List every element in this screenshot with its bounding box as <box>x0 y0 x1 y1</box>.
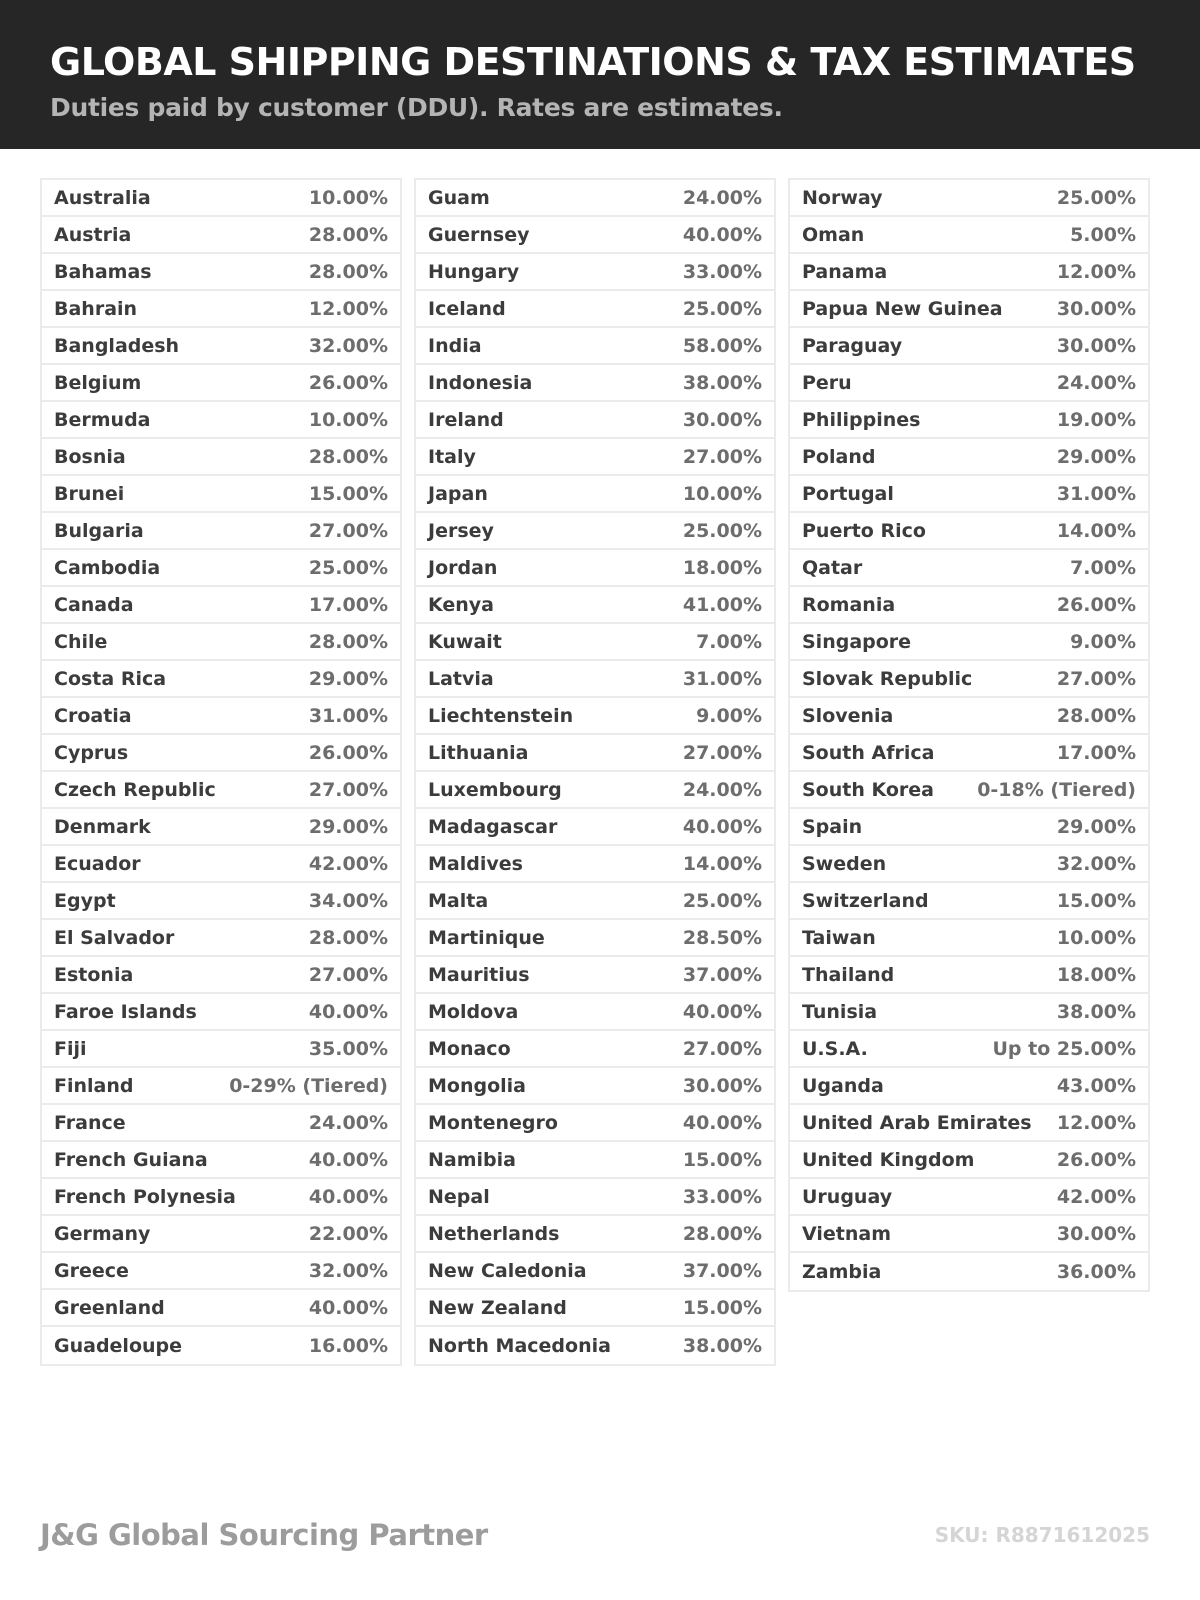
country-row <box>790 735 1148 772</box>
country-name: Philippines <box>802 408 921 431</box>
tax-rate-value: 40.00% <box>682 815 762 838</box>
tax-rate-value: 27.00% <box>308 963 388 986</box>
country-name: Poland <box>802 445 876 468</box>
tax-rate-value: 27.00% <box>1056 667 1136 690</box>
country-row <box>416 957 774 994</box>
country-name: Bangladesh <box>54 334 180 357</box>
country-name: Romania <box>802 593 896 616</box>
country-row <box>42 254 400 291</box>
tax-rate-value: 27.00% <box>682 741 762 764</box>
tax-rate-value: 42.00% <box>1056 1185 1136 1208</box>
country-row <box>790 513 1148 550</box>
country-row <box>42 883 400 920</box>
country-row <box>42 920 400 957</box>
country-row <box>42 1105 400 1142</box>
country-name: Uganda <box>802 1074 884 1097</box>
page-header <box>0 0 1200 149</box>
country-row <box>416 661 774 698</box>
country-row <box>42 957 400 994</box>
country-row <box>790 1253 1148 1290</box>
tax-rate-value: 58.00% <box>682 334 762 357</box>
country-row <box>790 1179 1148 1216</box>
country-name: Hungary <box>428 260 520 283</box>
country-row <box>416 772 774 809</box>
tax-rate-value: 30.00% <box>682 408 762 431</box>
tax-rate-value: 28.00% <box>308 445 388 468</box>
tax-rate-value: 27.00% <box>682 1037 762 1060</box>
country-row <box>42 217 400 254</box>
country-row <box>790 994 1148 1031</box>
tax-rate-value: 12.00% <box>308 297 388 320</box>
country-name: Namibia <box>428 1148 516 1171</box>
tax-rate-value: 24.00% <box>308 1111 388 1134</box>
rate-column-1 <box>40 178 402 1366</box>
country-name: Brunei <box>54 482 125 505</box>
country-name: Liechtenstein <box>428 704 574 727</box>
country-row <box>416 994 774 1031</box>
country-row <box>790 254 1148 291</box>
tax-rate-value: 0-29% (Tiered) <box>229 1074 388 1097</box>
country-row <box>42 550 400 587</box>
country-row <box>42 994 400 1031</box>
country-row <box>790 920 1148 957</box>
tax-rate-value: 43.00% <box>1056 1074 1136 1097</box>
country-name: Malta <box>428 889 489 912</box>
country-row <box>42 624 400 661</box>
tax-rate-value: 24.00% <box>682 186 762 209</box>
tax-rate-value: 26.00% <box>1056 593 1136 616</box>
country-name: Kuwait <box>428 630 502 653</box>
country-name: Canada <box>54 593 134 616</box>
tax-rate-value: 17.00% <box>308 593 388 616</box>
tax-rate-value: 29.00% <box>308 667 388 690</box>
country-row <box>416 328 774 365</box>
country-name: Uruguay <box>802 1185 893 1208</box>
country-row <box>416 698 774 735</box>
country-row <box>416 1031 774 1068</box>
tax-rate-value: 17.00% <box>1056 741 1136 764</box>
country-row <box>790 809 1148 846</box>
country-name: Moldova <box>428 1000 519 1023</box>
tax-rate-value: 24.00% <box>682 778 762 801</box>
country-row <box>416 1068 774 1105</box>
tax-rate-value: 28.00% <box>682 1222 762 1245</box>
country-row <box>416 365 774 402</box>
country-name: India <box>428 334 482 357</box>
tax-rate-value: 25.00% <box>682 297 762 320</box>
tax-rate-value: 32.00% <box>308 334 388 357</box>
country-row <box>790 439 1148 476</box>
country-row <box>416 1290 774 1327</box>
country-row <box>790 698 1148 735</box>
country-name: Guernsey <box>428 223 530 246</box>
country-name: Mongolia <box>428 1074 526 1097</box>
country-row <box>790 1105 1148 1142</box>
tax-rate-value: 15.00% <box>308 482 388 505</box>
brand-name: J&G Global Sourcing Partner <box>40 1518 488 1552</box>
country-row <box>416 254 774 291</box>
country-row <box>416 1179 774 1216</box>
country-name: French Polynesia <box>54 1185 236 1208</box>
country-name: Ecuador <box>54 852 141 875</box>
tax-rate-value: 19.00% <box>1056 408 1136 431</box>
country-row <box>416 624 774 661</box>
tax-rate-value: 15.00% <box>682 1296 762 1319</box>
country-row <box>42 180 400 217</box>
tax-rate-value: 26.00% <box>308 741 388 764</box>
tax-rate-value: 28.00% <box>308 223 388 246</box>
country-name: Kenya <box>428 593 495 616</box>
country-name: New Caledonia <box>428 1259 587 1282</box>
tax-rate-value: 38.00% <box>682 1334 762 1357</box>
tax-rate-value: 32.00% <box>308 1259 388 1282</box>
tax-rate-value: 25.00% <box>308 556 388 579</box>
tax-rate-value: 9.00% <box>1070 630 1136 653</box>
country-row <box>416 1327 774 1364</box>
country-name: Taiwan <box>802 926 876 949</box>
country-name: Bahamas <box>54 260 152 283</box>
country-name: Italy <box>428 445 476 468</box>
country-name: Fiji <box>54 1037 87 1060</box>
tax-rate-value: 24.00% <box>1056 371 1136 394</box>
country-row <box>790 957 1148 994</box>
country-row <box>416 735 774 772</box>
country-name: Mauritius <box>428 963 530 986</box>
country-name: Cambodia <box>54 556 161 579</box>
tax-rate-value: 30.00% <box>1056 334 1136 357</box>
country-name: Slovak Republic <box>802 667 973 690</box>
country-row <box>42 291 400 328</box>
country-name: U.S.A. <box>802 1037 868 1060</box>
tax-rate-value: 40.00% <box>682 1111 762 1134</box>
tax-rate-value: 7.00% <box>696 630 762 653</box>
country-row <box>790 587 1148 624</box>
tax-rate-value: 36.00% <box>1056 1260 1136 1283</box>
rates-table <box>40 178 1150 1366</box>
country-row <box>42 1142 400 1179</box>
country-row <box>42 328 400 365</box>
tax-rate-value: 28.00% <box>308 260 388 283</box>
country-name: Bahrain <box>54 297 138 320</box>
country-name: Estonia <box>54 963 134 986</box>
country-row <box>42 772 400 809</box>
country-row <box>416 439 774 476</box>
tax-rate-value: 29.00% <box>308 815 388 838</box>
tax-rate-value: 18.00% <box>1056 963 1136 986</box>
country-row <box>42 365 400 402</box>
country-row <box>416 809 774 846</box>
country-name: North Macedonia <box>428 1334 611 1357</box>
country-name: Nepal <box>428 1185 490 1208</box>
country-name: Czech Republic <box>54 778 216 801</box>
tax-rate-value: 10.00% <box>308 186 388 209</box>
tax-rate-value: 32.00% <box>1056 852 1136 875</box>
tax-rate-value: 30.00% <box>682 1074 762 1097</box>
tax-rate-value: 7.00% <box>1070 556 1136 579</box>
country-name: Denmark <box>54 815 151 838</box>
tax-rate-value: 25.00% <box>682 519 762 542</box>
tax-rate-value: 34.00% <box>308 889 388 912</box>
country-name: Iceland <box>428 297 506 320</box>
country-row <box>416 513 774 550</box>
tax-rate-value: 28.00% <box>1056 704 1136 727</box>
tax-rate-value: 42.00% <box>308 852 388 875</box>
country-row <box>790 1216 1148 1253</box>
country-name: Indonesia <box>428 371 533 394</box>
country-name: Oman <box>802 223 865 246</box>
country-name: Faroe Islands <box>54 1000 197 1023</box>
tax-rate-value: 5.00% <box>1070 223 1136 246</box>
tax-rate-value: 12.00% <box>1056 260 1136 283</box>
country-name: Portugal <box>802 482 894 505</box>
tax-rate-value: 10.00% <box>682 482 762 505</box>
country-row <box>790 365 1148 402</box>
country-name: Latvia <box>428 667 494 690</box>
country-row <box>790 772 1148 809</box>
country-row <box>416 476 774 513</box>
country-row <box>42 439 400 476</box>
tax-rate-value: 41.00% <box>682 593 762 616</box>
country-name: Norway <box>802 186 883 209</box>
country-name: United Kingdom <box>802 1148 975 1171</box>
country-name: Ireland <box>428 408 504 431</box>
sku-label: SKU: R8871612025 <box>934 1523 1150 1547</box>
country-row <box>416 1253 774 1290</box>
tax-rate-value: 33.00% <box>682 260 762 283</box>
country-row <box>42 698 400 735</box>
country-name: Croatia <box>54 704 132 727</box>
country-row <box>42 1068 400 1105</box>
country-name: Guadeloupe <box>54 1334 183 1357</box>
country-row <box>790 883 1148 920</box>
tax-rate-value: 27.00% <box>682 445 762 468</box>
tax-rate-value: 22.00% <box>308 1222 388 1245</box>
country-row <box>42 661 400 698</box>
country-name: Costa Rica <box>54 667 167 690</box>
country-name: Slovenia <box>802 704 894 727</box>
tax-rate-value: 31.00% <box>1056 482 1136 505</box>
country-name: Monaco <box>428 1037 511 1060</box>
country-name: Jersey <box>428 519 494 542</box>
country-name: Greenland <box>54 1296 165 1319</box>
country-name: Lithuania <box>428 741 529 764</box>
country-row <box>42 1216 400 1253</box>
tax-rate-value: 28.50% <box>682 926 762 949</box>
country-name: Belgium <box>54 371 142 394</box>
tax-rate-value: 0-18% (Tiered) <box>977 778 1136 801</box>
country-name: Bosnia <box>54 445 126 468</box>
tax-rate-value: 29.00% <box>1056 445 1136 468</box>
country-row <box>416 217 774 254</box>
country-name: Jordan <box>428 556 498 579</box>
country-name: South Africa <box>802 741 935 764</box>
country-name: Finland <box>54 1074 134 1097</box>
country-name: United Arab Emirates <box>802 1111 1032 1134</box>
country-row <box>790 624 1148 661</box>
country-row <box>416 291 774 328</box>
country-row <box>416 920 774 957</box>
page-subtitle: Duties paid by customer (DDU). Rates are estimates. <box>50 93 783 122</box>
country-row <box>416 587 774 624</box>
country-row <box>790 476 1148 513</box>
country-name: Sweden <box>802 852 887 875</box>
country-row <box>42 846 400 883</box>
country-name: Cyprus <box>54 741 129 764</box>
tax-rate-value: 25.00% <box>1056 186 1136 209</box>
country-name: El Salvador <box>54 926 175 949</box>
tax-rate-value: 14.00% <box>1056 519 1136 542</box>
country-name: Bermuda <box>54 408 151 431</box>
tax-rate-value: 30.00% <box>1056 1222 1136 1245</box>
tax-rate-value: 16.00% <box>308 1334 388 1357</box>
tax-rate-value: 27.00% <box>308 778 388 801</box>
country-name: France <box>54 1111 126 1134</box>
page-footer <box>40 1518 1150 1552</box>
country-name: South Korea <box>802 778 935 801</box>
tax-rate-value: 28.00% <box>308 926 388 949</box>
country-row <box>416 1216 774 1253</box>
country-row <box>42 513 400 550</box>
tax-rate-value: 38.00% <box>1056 1000 1136 1023</box>
country-name: Australia <box>54 186 151 209</box>
tax-rate-value: 10.00% <box>1056 926 1136 949</box>
country-name: Greece <box>54 1259 129 1282</box>
country-name: Martinique <box>428 926 545 949</box>
country-name: Singapore <box>802 630 912 653</box>
country-row <box>416 846 774 883</box>
tax-rate-value: 40.00% <box>308 1296 388 1319</box>
tax-rate-value: 31.00% <box>682 667 762 690</box>
country-name: Thailand <box>802 963 895 986</box>
country-row <box>416 883 774 920</box>
tax-rate-value: 27.00% <box>308 519 388 542</box>
tax-rate-value: 28.00% <box>308 630 388 653</box>
country-row <box>790 1068 1148 1105</box>
tax-rate-value: 40.00% <box>308 1000 388 1023</box>
tax-rate-value: 40.00% <box>308 1148 388 1171</box>
country-name: Japan <box>428 482 488 505</box>
tax-rate-value: 38.00% <box>682 371 762 394</box>
country-name: Paraguay <box>802 334 903 357</box>
country-name: Netherlands <box>428 1222 560 1245</box>
country-name: Chile <box>54 630 108 653</box>
tax-rate-value: 26.00% <box>308 371 388 394</box>
country-row <box>42 809 400 846</box>
tax-rate-value: 15.00% <box>1056 889 1136 912</box>
country-name: New Zealand <box>428 1296 567 1319</box>
country-name: Papua New Guinea <box>802 297 1003 320</box>
country-name: Luxembourg <box>428 778 562 801</box>
tax-rate-value: 15.00% <box>682 1148 762 1171</box>
country-row <box>790 217 1148 254</box>
country-name: Puerto Rico <box>802 519 926 542</box>
country-row <box>42 735 400 772</box>
tax-rate-value: 14.00% <box>682 852 762 875</box>
country-row <box>790 291 1148 328</box>
tax-rate-value: 40.00% <box>682 1000 762 1023</box>
country-row <box>42 1031 400 1068</box>
country-row <box>416 1142 774 1179</box>
country-row <box>790 550 1148 587</box>
country-row <box>790 1142 1148 1179</box>
country-row <box>790 661 1148 698</box>
country-row <box>42 1179 400 1216</box>
country-row <box>42 1327 400 1364</box>
country-row <box>42 402 400 439</box>
tax-rate-value: 29.00% <box>1056 815 1136 838</box>
country-row <box>790 1031 1148 1068</box>
country-row <box>790 180 1148 217</box>
tax-rate-value: 30.00% <box>1056 297 1136 320</box>
country-name: Madagascar <box>428 815 558 838</box>
country-name: Spain <box>802 815 863 838</box>
tax-rate-value: 40.00% <box>308 1185 388 1208</box>
tax-rate-value: 37.00% <box>682 963 762 986</box>
country-name: Peru <box>802 371 852 394</box>
country-name: French Guiana <box>54 1148 208 1171</box>
tax-rate-value: 25.00% <box>682 889 762 912</box>
tax-rate-value: 37.00% <box>682 1259 762 1282</box>
country-name: Montenegro <box>428 1111 558 1134</box>
country-name: Maldives <box>428 852 523 875</box>
country-row <box>416 550 774 587</box>
country-name: Bulgaria <box>54 519 144 542</box>
country-row <box>790 328 1148 365</box>
tax-rate-value: 10.00% <box>308 408 388 431</box>
country-name: Germany <box>54 1222 151 1245</box>
country-name: Vietnam <box>802 1222 891 1245</box>
country-row <box>416 180 774 217</box>
country-row <box>42 1253 400 1290</box>
country-name: Austria <box>54 223 132 246</box>
country-row <box>790 402 1148 439</box>
tax-rate-value: 31.00% <box>308 704 388 727</box>
tax-rate-value: 18.00% <box>682 556 762 579</box>
country-name: Qatar <box>802 556 863 579</box>
tax-rate-value: 9.00% <box>696 704 762 727</box>
country-name: Panama <box>802 260 888 283</box>
country-row <box>42 1290 400 1327</box>
tax-rate-value: 40.00% <box>682 223 762 246</box>
country-name: Tunisia <box>802 1000 878 1023</box>
country-name: Zambia <box>802 1260 882 1283</box>
country-name: Egypt <box>54 889 116 912</box>
tax-rate-value: 35.00% <box>308 1037 388 1060</box>
country-name: Guam <box>428 186 490 209</box>
country-row <box>790 846 1148 883</box>
country-row <box>42 587 400 624</box>
country-row <box>416 1105 774 1142</box>
country-row <box>42 476 400 513</box>
tax-rate-value: Up to 25.00% <box>992 1037 1136 1060</box>
tax-rate-value: 33.00% <box>682 1185 762 1208</box>
country-name: Switzerland <box>802 889 929 912</box>
page-title: GLOBAL SHIPPING DESTINATIONS & TAX ESTIMATES <box>50 40 1136 84</box>
rate-column-2 <box>414 178 776 1366</box>
country-row <box>416 402 774 439</box>
rate-column-3 <box>788 178 1150 1292</box>
tax-rate-value: 26.00% <box>1056 1148 1136 1171</box>
tax-rate-value: 12.00% <box>1056 1111 1136 1134</box>
